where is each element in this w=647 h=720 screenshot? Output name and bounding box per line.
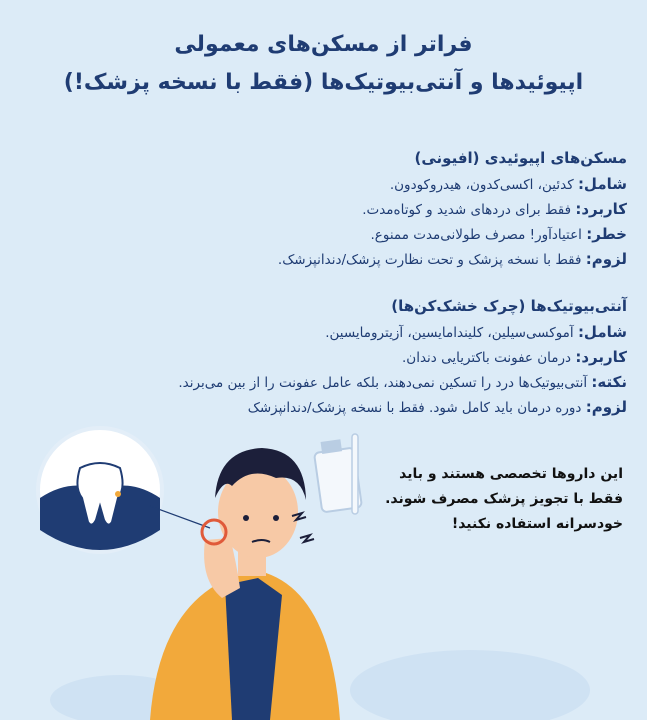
antibiotics-heading: آنتی‌بیوتیک‌ها (چرک خشک‌کن‌ها)	[391, 297, 627, 315]
row-text: اعتیادآور! مصرف طولانی‌مدت ممنوع.	[370, 227, 587, 243]
toothbrush-icon	[352, 434, 358, 514]
note-line-2: فقط با تجویز پزشک مصرف شوند.	[385, 491, 623, 507]
row-label: شامل:	[577, 175, 627, 193]
background-blob	[350, 650, 590, 720]
opioids-row-usage	[17, 197, 627, 222]
row-label: خطر:	[586, 225, 627, 243]
note-line-1: این داروها تخصصی هستند و باید	[399, 466, 623, 482]
opioids-heading: مسکن‌های اپیوئیدی (افیونی)	[414, 149, 627, 167]
row-text: کدئین، اکسی‌کدون، هیدروکودون.	[389, 177, 578, 193]
warning-note	[363, 462, 623, 537]
antibiotics-row-requirement	[17, 395, 627, 420]
antibiotics-row-note	[17, 370, 627, 395]
antibiotics-row-usage	[17, 345, 627, 370]
row-text: درمان عفونت باکتریایی دندان.	[402, 350, 576, 366]
note-line-3: خودسرانه استفاده نکنید!	[451, 516, 623, 532]
row-label: کاربرد:	[575, 348, 627, 366]
row-label: نکته:	[591, 373, 627, 391]
row-text: فقط برای دردهای شدید و کوتاه‌مدت.	[362, 202, 576, 218]
title-line-2: اپیوئیدها و آنتی‌بیوتیک‌ها (فقط با نسخه پزشک!)	[63, 70, 584, 95]
row-label: کاربرد:	[575, 200, 627, 218]
row-label: لزوم:	[585, 398, 627, 416]
opioids-section	[17, 146, 627, 272]
opioids-row-includes	[17, 172, 627, 197]
row-text: آنتی‌بیوتیک‌ها درد را تسکین نمی‌دهند، بلکه عامل عفونت را از بین می‌برند.	[178, 375, 592, 391]
row-text: دوره درمان باید کامل شود. فقط با نسخه پزشک/دندانپزشک	[247, 400, 586, 416]
row-label: شامل:	[577, 323, 627, 341]
person-toothache	[150, 448, 340, 720]
row-label: لزوم:	[585, 250, 627, 268]
opioids-row-risk	[17, 222, 627, 247]
title-line-1: فراتر از مسکن‌های معمولی	[174, 32, 473, 57]
page-title	[0, 26, 647, 102]
row-text: آموکسی‌سیلین، کلیندامایسین، آزیترومایسین.	[325, 325, 578, 341]
antibiotics-section	[17, 294, 627, 420]
opioids-row-requirement	[17, 247, 627, 272]
antibiotics-row-includes	[17, 320, 627, 345]
tooth-icon	[38, 428, 162, 552]
row-text: فقط با نسخه پزشک و تحت نظارت پزشک/دندانپزشک.	[277, 252, 586, 268]
